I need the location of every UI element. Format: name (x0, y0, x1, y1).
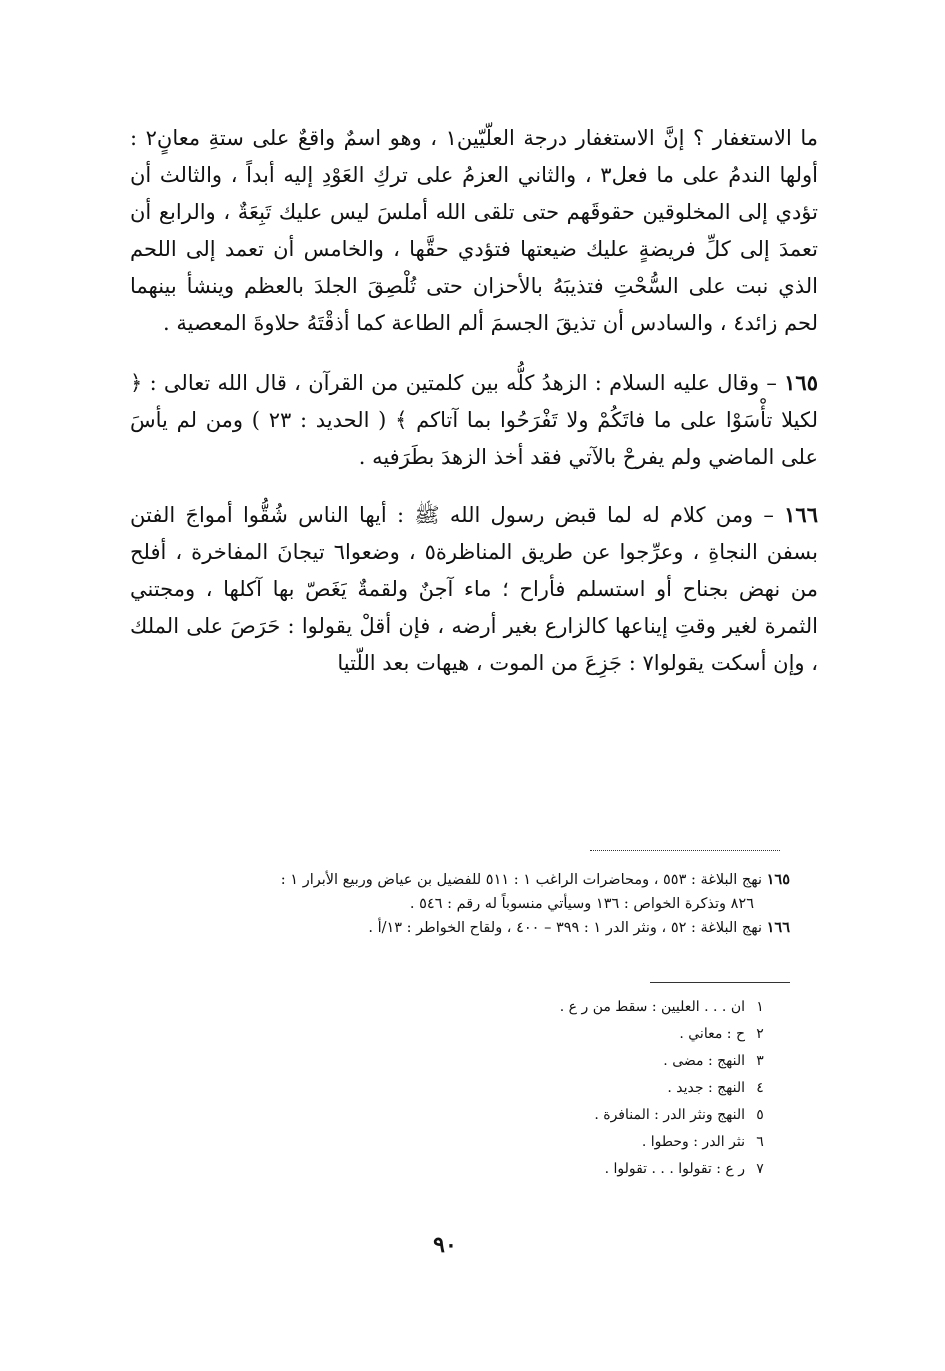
saying-number: ١٦٥ (784, 370, 818, 395)
source-entry-166 (110, 916, 790, 940)
paragraph-intro (130, 120, 818, 342)
footnote-text: النهج ونثر الدر : المنافرة . (594, 1107, 745, 1123)
footnote (400, 1048, 775, 1075)
paragraph-text: ما الاستغفار ؟ إنَّ الاستغفار درجة العلّيّين١ ، وهو اسمٌ واقعٌ على ستةِ معانٍ٢ : أولها الندمُ على ما فعل٣ ، والثاني العزمُ على تركِ العَوْدِ إليه أبداً ، والثالث أن تؤدي إلى المخلوقين حقوقَهم حتى تلقى الله أملسَ ليس عليك تَبِعَةٌ ، والرابع أن تعمدَ إلى كلِّ فريضةٍ عليك ضيعتها فتؤدي حقَّها ، والخامس أن تعمد إلى اللحم الذي نبت على السُّحْتِ فتذيبَهُ بالأحزان حتى تُلْصِقَ الجلدَ بالعظم وينشأ بينهما لحم زائد٤ ، والسادس أن تذيقَ الجسمَ ألم الطاعة كما أذقْتَهُ حلاوةَ المعصية . (130, 126, 818, 335)
saying-number: ١٦٦ (784, 502, 818, 527)
dotted-divider (590, 850, 780, 851)
footnote (400, 994, 775, 1021)
footnote-number: ٧ (756, 1161, 764, 1177)
footnotes (400, 994, 775, 1183)
footnote (400, 1102, 775, 1129)
footnote-number: ٤ (756, 1080, 764, 1096)
source-text-continued: ٨٢٦ وتذكرة الخواص : ١٣٦ وسيأتي منسوباً له رقم : ٥٤٦ . (409, 896, 754, 912)
footnote (400, 1156, 775, 1183)
footnote-number: ١ (756, 999, 764, 1015)
footnote-text: نثر الدر : وحطوا . (641, 1134, 745, 1150)
source-number: ١٦٥ (766, 871, 790, 888)
footnote-text: النهج : جديد . (667, 1080, 745, 1096)
source-text: نهج البلاغة : ٥٢ ، ونثر الدر ١ : ٣٩٩ – ٤٠٠ ، ولقاح الخواطر : ١٣/أ . (368, 920, 763, 936)
page-number: ٩٠ (433, 1232, 457, 1258)
footnote-number: ٣ (756, 1053, 764, 1069)
source-entry-165 (110, 868, 790, 916)
source-references (110, 868, 790, 940)
paragraph-165 (130, 364, 818, 476)
footnote-text: ح : معاني . (679, 1026, 745, 1042)
footnote (400, 1021, 775, 1048)
footnote-text: ان . . . العليين : سقط من ر ع . (559, 999, 745, 1015)
footnote (400, 1075, 775, 1102)
footnote-number: ٥ (756, 1107, 764, 1123)
paragraph-text: – ومن كلام له لما قبض رسول الله ﷺ : أيها الناس شُقُّوا أمواجَ الفتن بسفن النجاةِ ، وعرِّجوا عن طريق المناظرة٥ ، وضعوا٦ تيجانَ المفاخرة ، أفلح من نهض بجناح أو استسلم فأراح ؛ ماء آجنٌ ولقمةٌ يَغَصّ بها آكلها ، ومجتني الثمرة لغير وقتِ إيناعها كالزارع بغير أرضه ، فإن أقلْ يقولوا : حَرَصَ على الملك ، وإن أسكت يقولوا٧ : جَزِعَ من الموت ، هيهات بعد اللّتيا (130, 503, 818, 675)
main-text (130, 120, 818, 702)
footnote-number: ٢ (756, 1026, 764, 1042)
footnote-text: النهج : مضى . (663, 1053, 745, 1069)
footnote-text: ر ع : تقولوا . . . تقولوا . (604, 1161, 745, 1177)
footnote-number: ٦ (756, 1134, 764, 1150)
footnote-divider (650, 982, 790, 983)
footnote (400, 1129, 775, 1156)
paragraph-text: – وقال عليه السلام : الزهدُ كلُّه بين كلمتين من القرآن ، قال الله تعالى : ﴿ لكيلا تأْسَوْا على ما فاتَكُمْ ولا تَفْرَحُوا بما آتاكم ﴾ ( الحديد : ٢٣ ) ومن لم يأسَ على الماضي ولم يفرحْ بالآتي فقد أخذ الزهدَ بطَرَفيه . (130, 371, 818, 469)
source-number: ١٦٦ (766, 919, 790, 936)
source-text: نهج البلاغة : ٥٥٣ ، ومحاضرات الراغب ١ : ٥١١ للفضيل بن عياض وربيع الأبرار ١ : (280, 872, 763, 888)
paragraph-166 (130, 496, 818, 682)
